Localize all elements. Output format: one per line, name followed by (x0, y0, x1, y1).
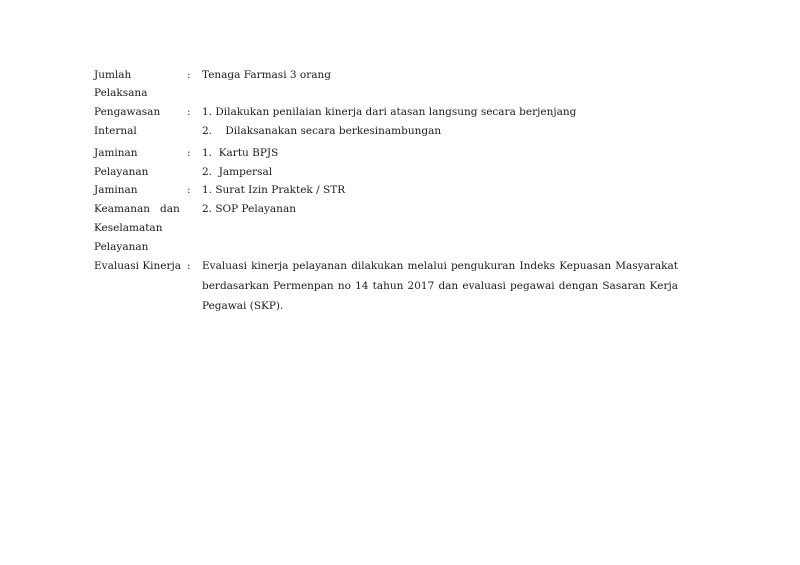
label-pelayanan-2: Pelayanan (94, 241, 149, 253)
label-jaminan: Jaminan (94, 147, 138, 159)
colon-evaluasi: : (187, 260, 191, 272)
pengawasan-item-1: 1. Dilakukan penilaian kinerja dari atasan langsung secara berjenjang (202, 106, 577, 118)
colon-jaminan-pelayanan: : (187, 147, 191, 159)
jaminan-pelayanan-item-2: 2. Jampersal (202, 166, 273, 178)
label-pengawasan: Pengawasan (94, 106, 161, 118)
label-jumlah: Jumlah (94, 69, 132, 81)
label-internal: Internal (94, 125, 137, 137)
value-jumlah: Tenaga Farmasi 3 orang (202, 69, 331, 81)
colon-jaminan-keamanan: : (187, 184, 191, 196)
jaminan-keamanan-item-2: 2. SOP Pelayanan (202, 203, 296, 215)
label-jaminan-2: Jaminan (94, 184, 138, 196)
evaluasi-line-1: Evaluasi kinerja pelayanan dilakukan melalui pengukuran Indeks Kepuasan Masyarakat (202, 260, 678, 272)
pengawasan-item-2: 2. Dilaksanakan secara berkesinambungan (202, 125, 442, 137)
colon-pengawasan: : (187, 106, 191, 118)
label-pelayanan: Pelayanan (94, 166, 149, 178)
label-keamanan-dan: Keamanan dan (94, 203, 180, 215)
label-evaluasi-kinerja: Evaluasi Kinerja (94, 260, 182, 272)
evaluasi-line-2: berdasarkan Permenpan no 14 tahun 2017 dan evaluasi pegawai dengan Sasaran Kerja (202, 280, 678, 292)
colon-jumlah: : (187, 69, 191, 81)
jaminan-keamanan-item-1: 1. Surat Izin Praktek / STR (202, 184, 346, 196)
label-keselamatan: Keselamatan (94, 222, 163, 234)
evaluasi-line-3: Pegawai (SKP). (202, 300, 284, 312)
jaminan-pelayanan-item-1: 1. Kartu BPJS (202, 147, 279, 159)
label-pelaksana: Pelaksana (94, 87, 148, 99)
